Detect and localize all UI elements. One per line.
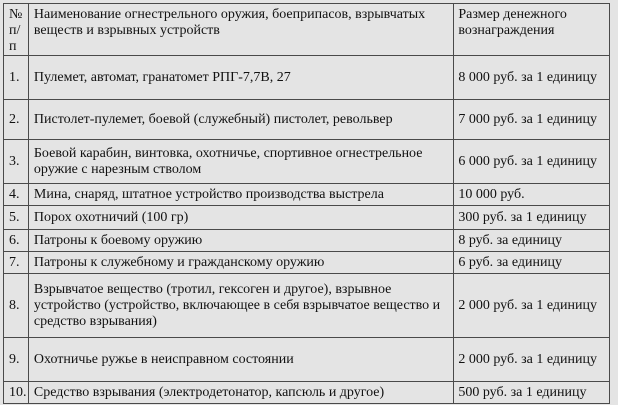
row-name: Боевой карабин, винтовка, охотничье, спортивное огнестрельное оружие с нарезным стволом [28,140,453,184]
table-row [4,184,610,206]
row-reward: 6 000 руб. за 1 единицу [454,140,610,184]
header-num: № п/п [4,4,29,56]
row-num: 6. [4,230,29,252]
row-name: Патроны к боевому оружию [28,230,453,252]
row-name: Пистолет-пулемет, боевой (служебный) пистолет, револьвер [28,100,453,140]
row-name: Средство взрывания (электродетонатор, капсюль и другое) [28,382,453,404]
row-num: 3. [4,140,29,184]
table-row [4,382,610,404]
header-reward: Размер денежного вознаграждения [454,4,610,56]
row-num: 8. [4,274,29,338]
row-reward: 2 000 руб. за 1 единицу [454,274,610,338]
row-name: Взрывчатое вещество (тротил, гексоген и другое), взрывное устройство (устройство, включающее в себя взрывчатое вещество и средство взрывания) [28,274,453,338]
row-num: 9. [4,338,29,382]
row-num: 7. [4,252,29,274]
row-num: 5. [4,206,29,230]
header-name: Наименование огнестрельного оружия, боеприпасов, взрывчатых веществ и взрывных устройств [28,4,453,56]
row-reward: 8 000 руб. за 1 единицу [454,56,610,100]
row-name: Порох охотничий (100 гр) [28,206,453,230]
row-reward: 6 руб. за единицу [454,252,610,274]
row-reward: 10 000 руб. [454,184,610,206]
reward-table [3,3,610,404]
table-row [4,338,610,382]
row-name: Охотничье ружье в неисправном состоянии [28,338,453,382]
row-reward: 2 000 руб. за 1 единицу [454,338,610,382]
row-reward: 500 руб. за 1 единицу [454,382,610,404]
table-row [4,206,610,230]
table-row [4,140,610,184]
row-num: 10. [4,382,29,404]
row-num: 4. [4,184,29,206]
table-row [4,100,610,140]
row-name: Патроны к служебному и гражданскому оружию [28,252,453,274]
table-row [4,252,610,274]
row-reward: 8 руб. за единицу [454,230,610,252]
row-name: Мина, снаряд, штатное устройство производства выстрела [28,184,453,206]
table-header-row [4,4,610,56]
table-row [4,56,610,100]
row-num: 2. [4,100,29,140]
row-reward: 7 000 руб. за 1 единицу [454,100,610,140]
row-reward: 300 руб. за 1 единицу [454,206,610,230]
table-row [4,230,610,252]
row-name: Пулемет, автомат, гранатомет РПГ-7,7В, 27 [28,56,453,100]
table-row [4,274,610,338]
row-num: 1. [4,56,29,100]
